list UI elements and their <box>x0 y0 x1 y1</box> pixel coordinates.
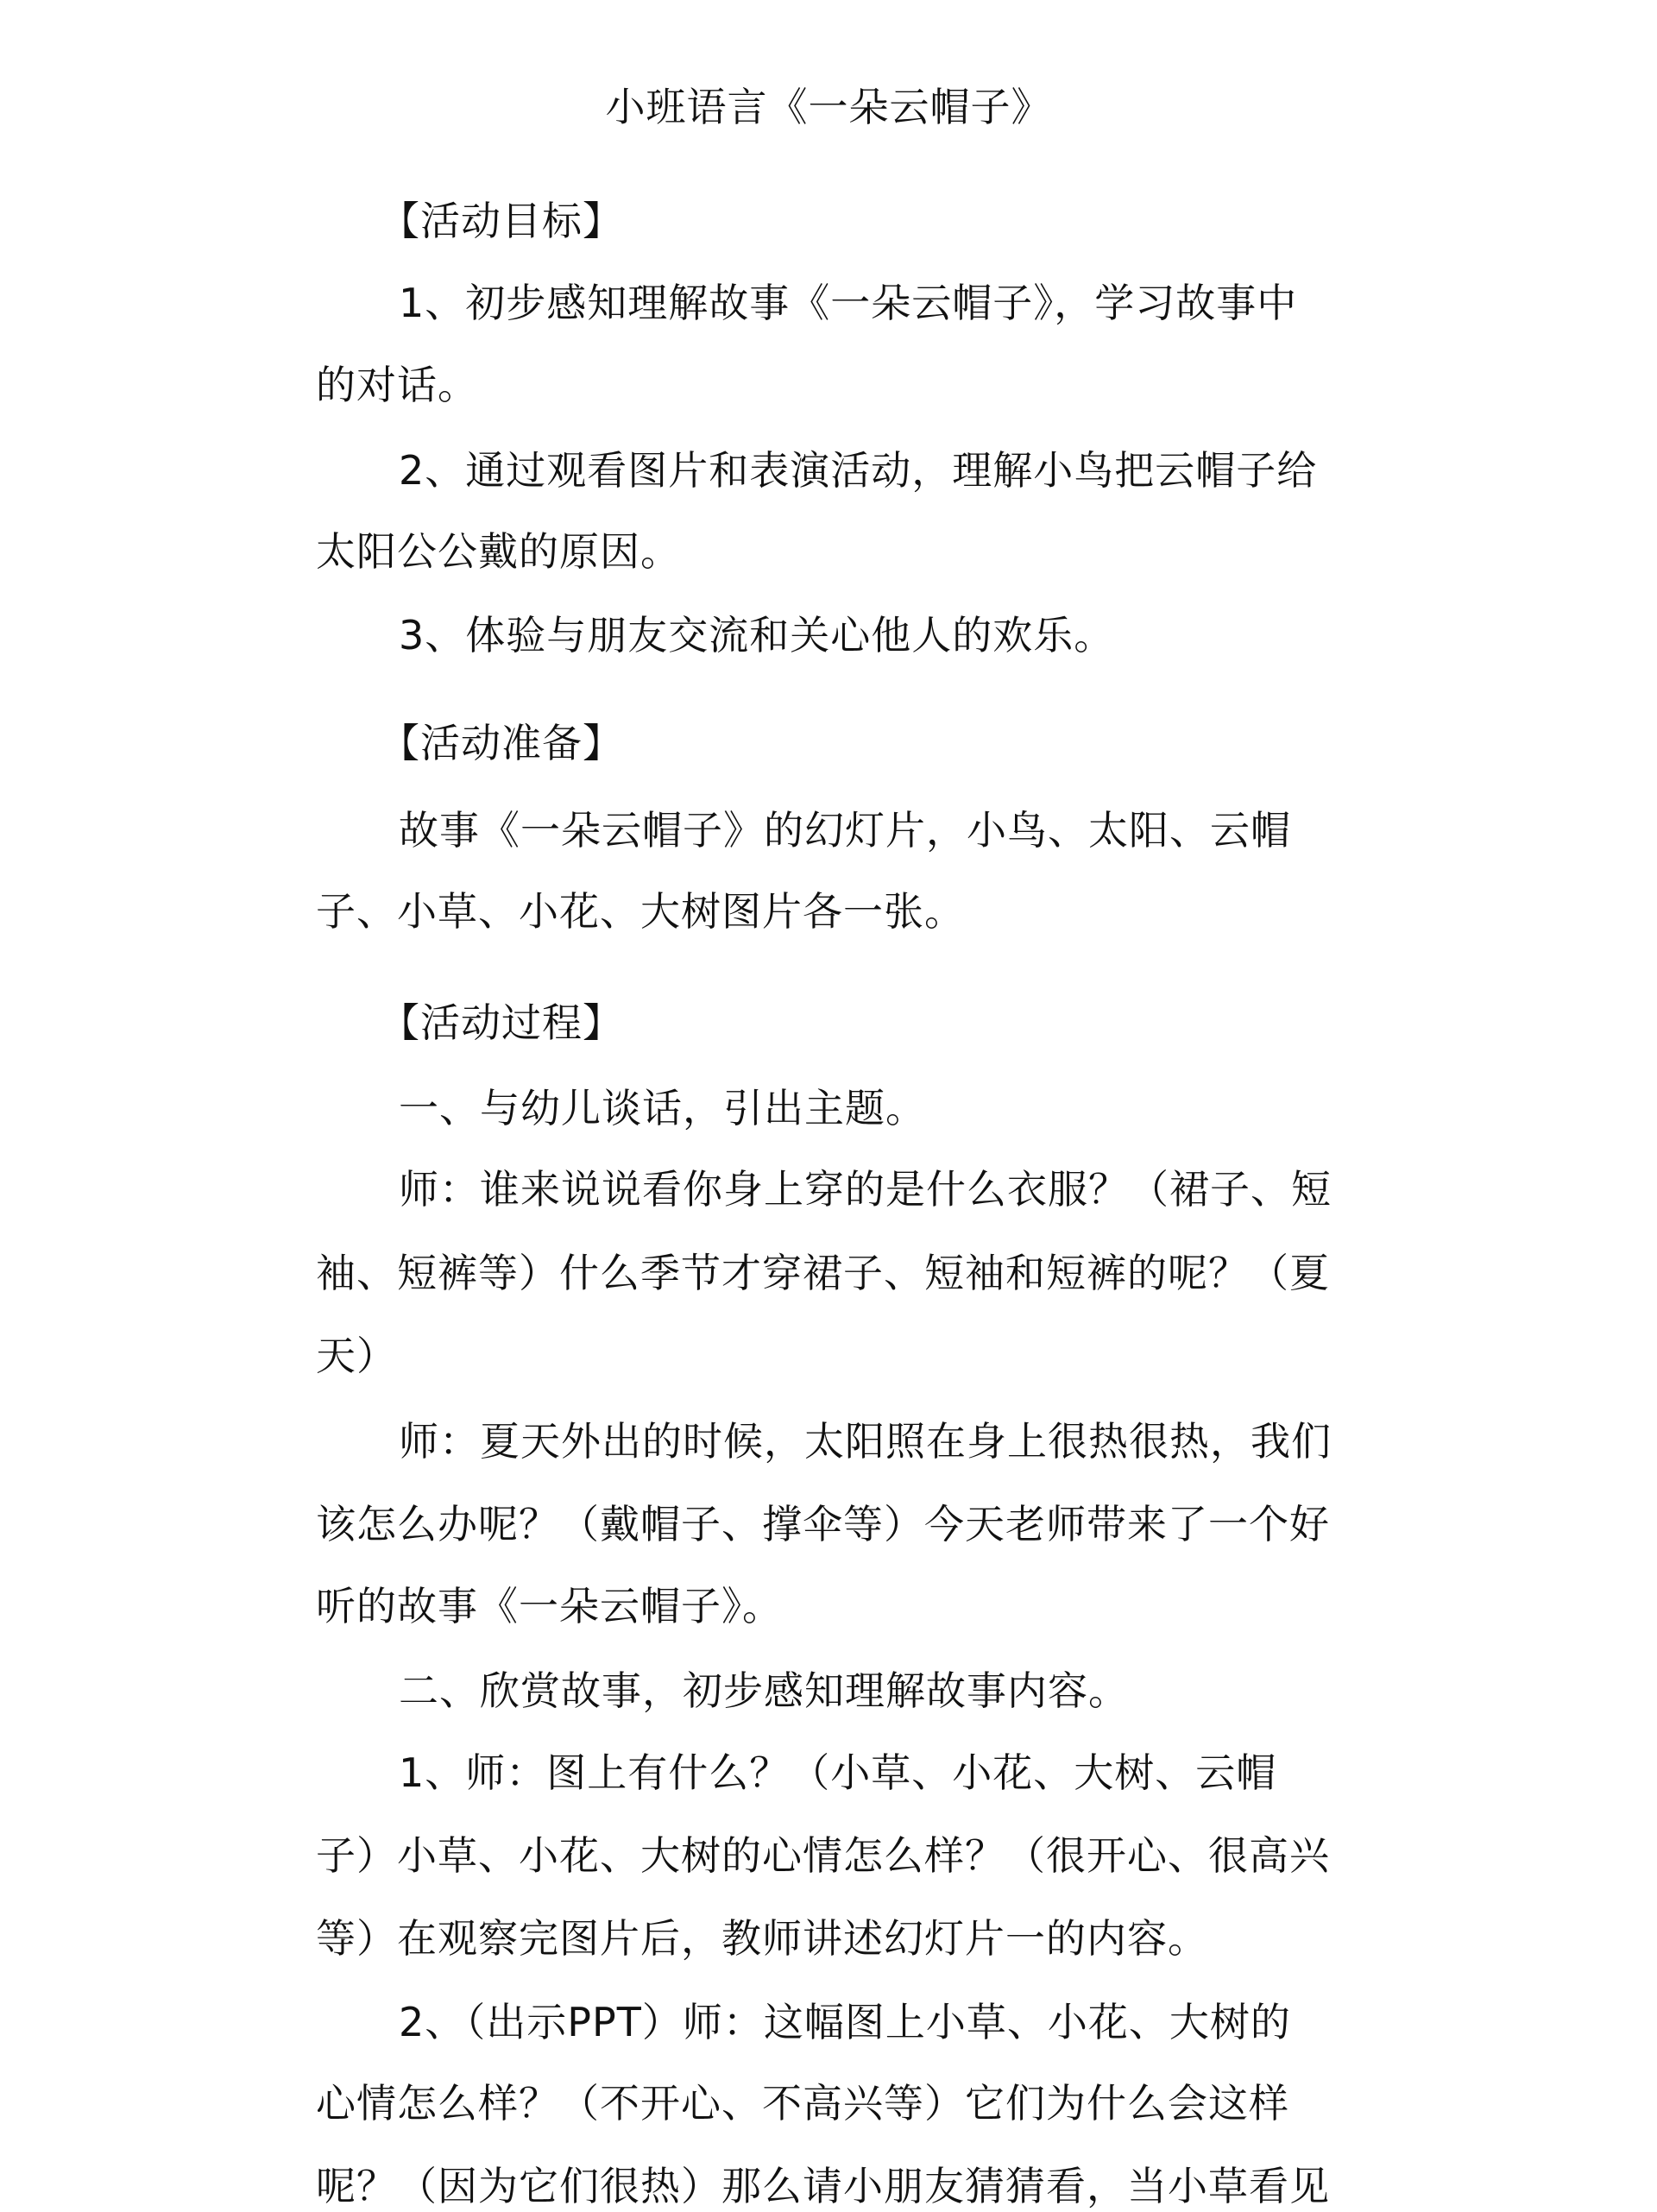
paragraph-line: 故事《一朵云帽子》的幻灯片，小鸟、太阳、云帽 <box>399 807 1291 854</box>
paragraph-line: 3、体验与朋友交流和关心他人的欢乐。 <box>399 612 1115 659</box>
section-heading: 【活动准备】 <box>380 720 623 766</box>
section-heading: 【活动目标】 <box>380 198 623 244</box>
paragraph-line: 心情怎么样？（不开心、不高兴等）它们为什么会这样 <box>316 2080 1289 2127</box>
section-heading: 【活动过程】 <box>380 999 623 1046</box>
paragraph-line: 二、欣赏故事，初步感知理解故事内容。 <box>399 1667 1129 1714</box>
paragraph-line: 子、小草、小花、大树图片各一张。 <box>316 888 965 935</box>
paragraph-line: 1、师：图上有什么？（小草、小花、大树、云帽 <box>399 1749 1277 1796</box>
paragraph-line: 等）在观察完图片后，教师讲述幻灯片一的内容。 <box>316 1915 1208 1962</box>
paragraph-line: 天） <box>316 1333 397 1379</box>
paragraph-line: 2、通过观看图片和表演活动，理解小鸟把云帽子给 <box>399 447 1318 494</box>
paragraph-line: 师：夏天外出的时候，太阳照在身上很热很热，我们 <box>399 1418 1332 1465</box>
paragraph-line: 该怎么办呢？（戴帽子、撑伞等）今天老师带来了一个好 <box>316 1501 1330 1547</box>
paragraph-line: 袖、短裤等）什么季节才穿裙子、短袖和短裤的呢？（夏 <box>316 1250 1330 1296</box>
paragraph-line: 师：谁来说说看你身上穿的是什么衣服？（裙子、短 <box>399 1166 1332 1213</box>
paragraph-line: 子）小草、小花、大树的心情怎么样？（很开心、很高兴 <box>316 1832 1330 1879</box>
paragraph-line: 呢？（因为它们很热）那么请小朋友猜猜看，当小草看见 <box>316 2163 1330 2209</box>
paragraph-line: 一、与幼儿谈话，引出主题。 <box>399 1085 926 1131</box>
paragraph-line: 2、（出示PPT）师：这幅图上小草、小花、大树的 <box>399 1999 1291 2045</box>
paragraph-line: 1、初步感知理解故事《一朵云帽子》，学习故事中 <box>399 280 1298 326</box>
document-title: 小班语言《一朵云帽子》 <box>605 84 1052 130</box>
paragraph-line: 太阳公公戴的原因。 <box>316 528 681 575</box>
paragraph-line: 的对话。 <box>316 362 478 408</box>
paragraph-line: 听的故事《一朵云帽子》。 <box>316 1583 783 1629</box>
